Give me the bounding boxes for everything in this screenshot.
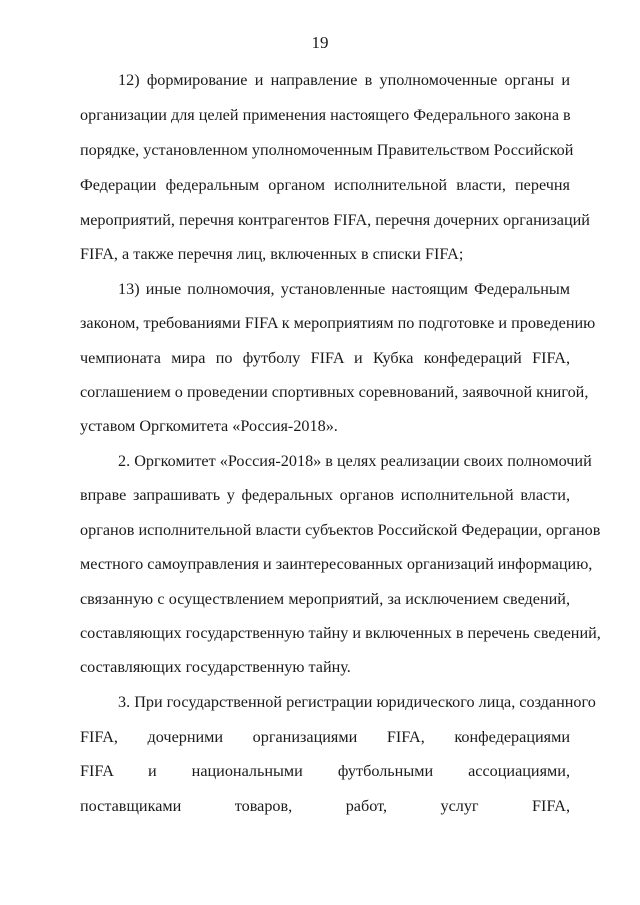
text-line: соглашением о проведении спортивных соревнований, заявочной книгой, xyxy=(80,383,589,401)
text-line: FIFA, дочерними организациями FIFA, конфедерациями xyxy=(80,728,570,746)
text-line: 2. Оргкомитет «Россия-2018» в целях реализации своих полномочий xyxy=(118,452,592,470)
text-line: 12) формирование и направление в уполномоченные органы и xyxy=(118,71,570,89)
text-line: составляющих государственную тайну. xyxy=(80,658,351,676)
text-line: составляющих государственную тайну и включенных в перечень сведений, xyxy=(80,624,601,642)
page-number: 19 xyxy=(311,33,329,52)
text-line: 3. При государственной регистрации юридического лица, созданного xyxy=(118,693,596,711)
text-line: вправе запрашивать у федеральных органов исполнительной власти, xyxy=(80,486,570,504)
text-line: организации для целей применения настоящего Федерального закона в xyxy=(80,106,571,124)
text-line: законом, требованиями FIFA к мероприятиям по подготовке и проведению xyxy=(80,314,596,332)
text-line: местного самоуправления и заинтересованных организаций информацию, xyxy=(80,555,593,573)
text-line: порядке, установленном уполномоченным Правительством Российской xyxy=(80,141,574,159)
text-line: поставщиками товаров, работ, услуг FIFA, xyxy=(80,797,570,815)
text-line: органов исполнительной власти субъектов Российской Федерации, органов xyxy=(80,521,601,539)
text-line: Федерации федеральным органом исполнительной власти, перечня xyxy=(80,176,570,194)
text-line: связанную с осуществлением мероприятий, за исключением сведений, xyxy=(80,590,570,608)
text-line: 13) иные полномочия, установленные настоящим Федеральным xyxy=(118,280,570,298)
text-line: FIFA и национальными футбольными ассоциациями, xyxy=(80,762,570,780)
text-line: мероприятий, перечня контрагентов FIFA, перечня дочерних организаций xyxy=(80,211,590,229)
text-line: уставом Оргкомитета «Россия-2018». xyxy=(80,417,338,435)
text-line: чемпионата мира по футболу FIFA и Кубка конфедераций FIFA, xyxy=(80,349,570,367)
text-line: FIFA, а также перечня лиц, включенных в списки FIFA; xyxy=(80,245,464,263)
